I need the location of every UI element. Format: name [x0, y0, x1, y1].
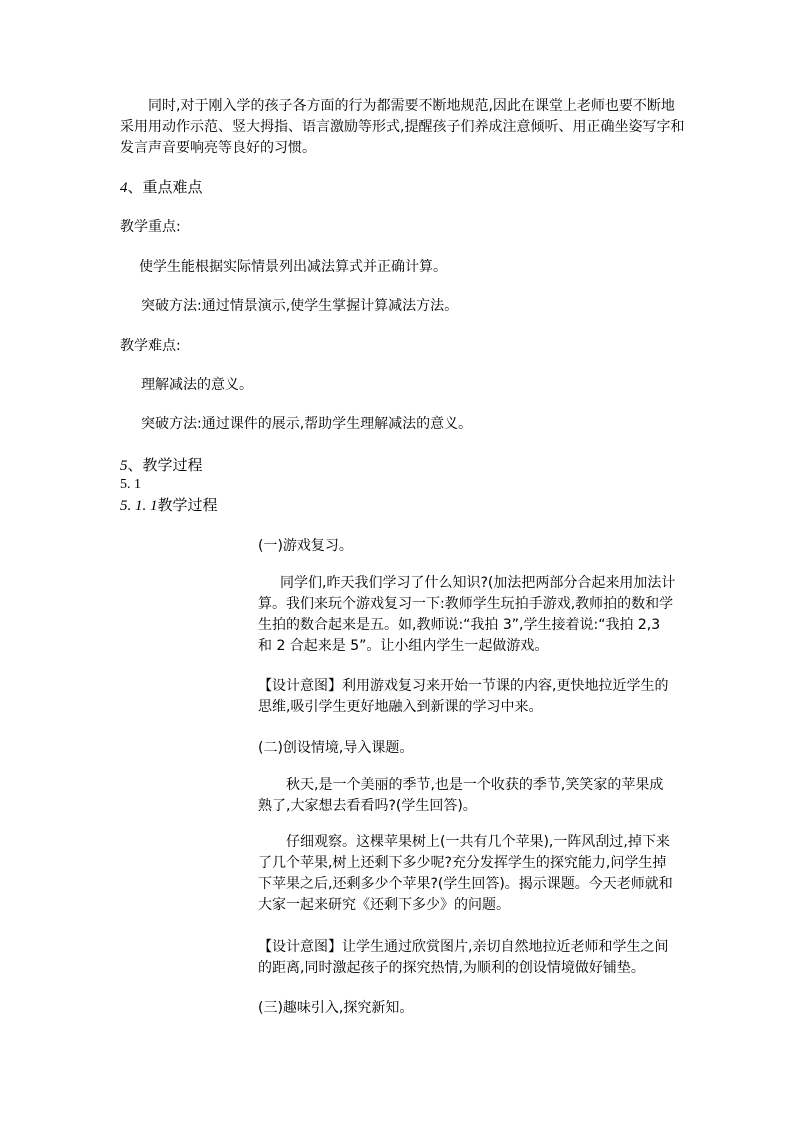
- section-4-title: 、重点难点: [127, 178, 203, 196]
- section-5-1-heading: 5. 1: [120, 477, 141, 492]
- process-scenario-body-2: 仔细观察。这棵苹果树上(一共有几个苹果),一阵风刮过,掉下来了几个苹果,树上还剩下多少呢?充分发挥学生的探究能力,问学生掉下苹果之后,还剩多少个苹果?(学生回答)。揭示课题。今天老师就和大家一起来研究《还剩下多少》的问题。: [258, 834, 673, 913]
- intro-paragraph: 同时,对于刚入学的孩子各方面的行为都需要不断地规范,因此在课堂上老师也要不断地采用用动作示范、竖大拇指、语言激励等形式,提醒孩子们养成注意倾听、用正确坐姿写字和发言声音要响亮等良好的习惯。: [120, 98, 685, 156]
- section-5-number: 5: [120, 458, 128, 474]
- difficult-points-content: 理解减法的意义。: [141, 377, 253, 393]
- key-points-method: 突破方法:通过情景演示,使学生掌握计算减法方法。: [141, 298, 459, 314]
- process-scenario-heading: (二)创设情境,导入课题。: [258, 740, 414, 756]
- section-5-title: 、教学过程: [127, 456, 203, 474]
- section-5-1-1-number: 5. 1. 1: [120, 498, 158, 514]
- section-5-heading: [120, 455, 203, 477]
- process-scenario-body-1: 秋天,是一个美丽的季节,也是一个收获的季节,笑笑家的苹果成熟了,大家想去看看吗?(学生回答)。: [258, 777, 664, 814]
- process-game-review-heading: (一)游戏复习。: [258, 538, 353, 554]
- difficult-points-label: 教学难点:: [120, 338, 181, 354]
- process-game-review-body: 同学们,昨天我们学习了什么知识?(加法把两部分合起来用加法计算。我们来玩个游戏复习一下:教师学生玩拍手游戏,教师拍的数和学生拍的数合起来是五。如,教师说:“我拍 3”,学生接着说:“我拍 2,3 和 2 合起来是 5”。让小组内学生一起做游戏。: [258, 575, 676, 654]
- process-explore-heading: (三)趣味引入,探究新知。: [258, 1000, 414, 1016]
- key-points-label: 教学重点:: [120, 219, 181, 235]
- design-intent-2: 【设计意图】让学生通过欣赏图片,亲切自然地拉近老师和学生之间的距离,同时激起孩子的探究热情,为顺利的创设情境做好铺垫。: [258, 939, 669, 976]
- section-5-1-1-heading: [120, 495, 218, 517]
- section-5-1-1-title: 教学过程: [157, 496, 218, 514]
- section-4-heading: [120, 177, 203, 199]
- key-points-content: 使学生能根据实际情景列出减法算式并正确计算。: [139, 259, 447, 275]
- section-4-number: 4: [120, 180, 128, 196]
- design-intent-1: 【设计意图】利用游戏复习来开始一节课的内容,更快地拉近学生的思维,吸引学生更好地融入到新课的学习中来。: [258, 678, 669, 715]
- difficult-points-method: 突破方法:通过课件的展示,帮助学生理解减法的意义。: [141, 416, 473, 432]
